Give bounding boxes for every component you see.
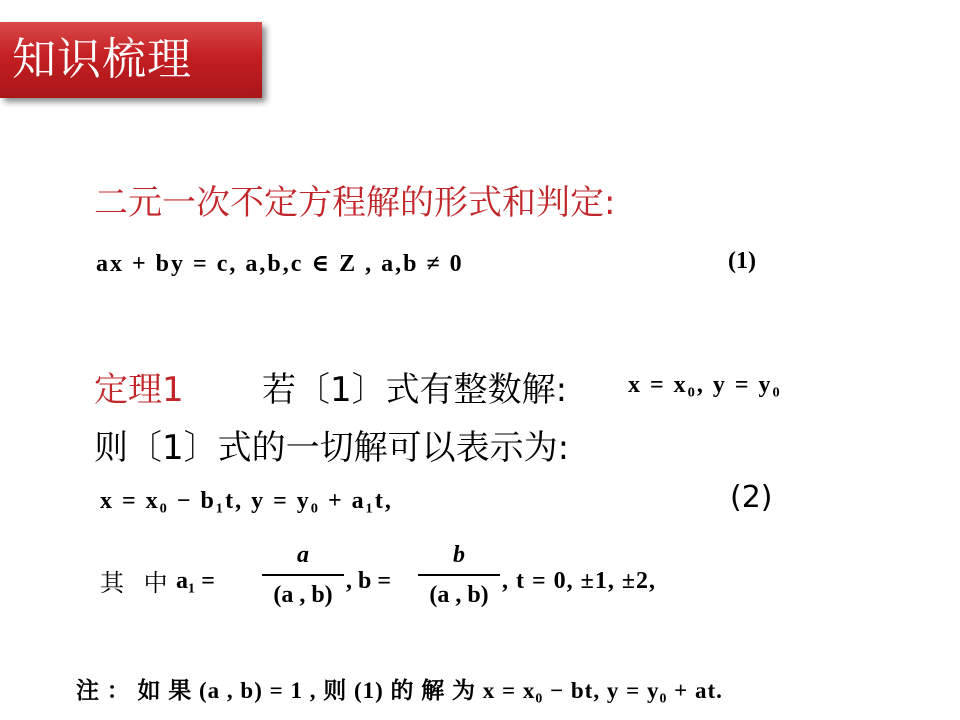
- fraction-b: [418, 540, 500, 610]
- fraction-a-denominator: (a , b): [273, 582, 333, 608]
- equation-2: x = x₀ − b₁t, y = y₀ + a₁t,: [100, 488, 393, 514]
- equation-1-label: (1): [728, 248, 756, 274]
- theorem-solution: x = x₀, y = y₀: [628, 372, 782, 398]
- fraction-b-bar: [418, 574, 500, 576]
- fraction-b-denominator: (a , b): [429, 582, 489, 608]
- note: 注 ： 如 果 (a , b) = 1 , 则 (1) 的 解 为 x = x₀ − bt, y = y₀ + at.: [76, 678, 723, 703]
- fraction-a-bar: [262, 574, 344, 576]
- fraction-a-numerator: a: [297, 542, 309, 568]
- fraction-a: [262, 540, 344, 610]
- section-heading: 二元一次不定方程解的形式和判定:: [94, 183, 616, 223]
- equation-2-label: (2): [730, 480, 773, 515]
- slide-title: 知识梳理: [0, 22, 262, 98]
- fraction-b-numerator: b: [453, 542, 465, 568]
- theorem-continuation: 则〔1〕式的一切解可以表示为:: [94, 428, 570, 468]
- theorem-label: 定理1: [94, 370, 184, 410]
- t-values: , t = 0, ±1, ±2,: [502, 568, 657, 594]
- theorem-text: 若〔1〕式有整数解:: [262, 370, 568, 410]
- where-label: 其 中: [100, 569, 174, 597]
- b1-lhs: , b =: [346, 568, 392, 594]
- a1-lhs: a₁ =: [176, 568, 215, 594]
- equation-1: ax + by = c, a,b,c ∈ Z , a,b ≠ 0: [96, 251, 464, 277]
